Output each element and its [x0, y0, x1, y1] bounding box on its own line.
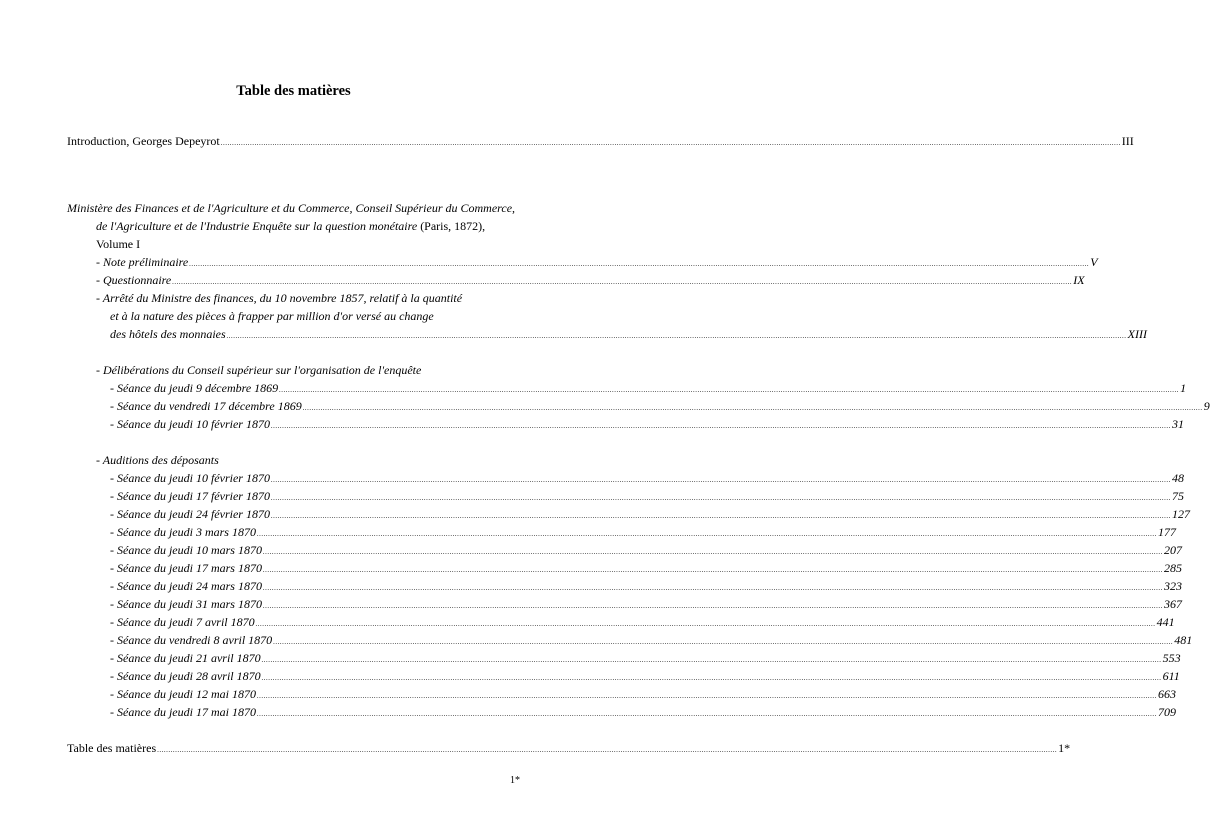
dot-leader: ................................................................................................................................................................................................................................................................................................................................................................................................................ — [262, 584, 1163, 592]
dot-leader: ................................................................................................................................................................................................................................................................................................................................................................................................................ — [270, 476, 1171, 484]
toc-entry-note-preliminaire[interactable] — [96, 255, 1098, 271]
toc-entry-page: 1* — [1058, 741, 1071, 755]
toc-entry-page: 207 — [1163, 543, 1182, 557]
toc-entry-page: XIII — [1127, 327, 1147, 341]
toc-entry-page: 9 — [1203, 399, 1210, 413]
toc-entry-label: - Séance du jeudi 10 mars 1870 — [110, 543, 262, 557]
toc-entry-seance[interactable] — [110, 525, 1176, 541]
source-title-line-1: Ministère des Finances et de l'Agriculture et du Commerce, Conseil Supérieur du Commerce, — [67, 201, 516, 215]
auditions-heading: - Auditions des déposants — [96, 453, 219, 467]
dot-leader: ................................................................................................................................................................................................................................................................................................................................................................................................................ — [261, 656, 1162, 664]
toc-entry-label: - Séance du jeudi 10 février 1870 — [110, 471, 270, 485]
toc-entry-seance[interactable] — [110, 543, 1182, 559]
dot-leader: ................................................................................................................................................................................................................................................................................................................................................................................................................ — [270, 512, 1171, 520]
toc-entry-label: - Séance du jeudi 12 mai 1870 — [110, 687, 256, 701]
toc-entry-label: - Séance du jeudi 9 décembre 1869 — [110, 381, 279, 395]
dot-leader: ................................................................................................................................................................................................................................................................................................................................................................................................................ — [270, 422, 1171, 430]
toc-entry-label: - Séance du jeudi 10 février 1870 — [110, 417, 270, 431]
page-number: 1* — [510, 775, 520, 786]
toc-entry-page: IX — [1073, 273, 1085, 287]
toc-entry-label: - Séance du jeudi 28 avril 1870 — [110, 669, 261, 683]
toc-entry-label: - Séance du vendredi 17 décembre 1869 — [110, 399, 302, 413]
toc-entry-seance[interactable] — [110, 705, 1176, 721]
toc-entry-label: - Séance du jeudi 17 mars 1870 — [110, 561, 262, 575]
source-title-plain: (Paris, 1872), — [417, 219, 486, 233]
toc-entry-label: - Séance du jeudi 17 mai 1870 — [110, 705, 256, 719]
toc-entry-page: 323 — [1163, 579, 1182, 593]
dot-leader: ................................................................................................................................................................................................................................................................................................................................................................................................................ — [256, 710, 1157, 718]
toc-entry-label: - Séance du vendredi 8 avril 1870 — [110, 633, 273, 647]
toc-entry-seance[interactable] — [110, 381, 1187, 397]
toc-entry-page: 127 — [1171, 507, 1190, 521]
dot-leader: ................................................................................................................................................................................................................................................................................................................................................................................................................ — [262, 602, 1163, 610]
dot-leader: ................................................................................................................................................................................................................................................................................................................................................................................................................ — [302, 404, 1203, 412]
arrete-line-1: - Arrêté du Ministre des finances, du 10 novembre 1857, relatif à la quantité — [96, 291, 463, 305]
dot-leader: ................................................................................................................................................................................................................................................................................................................................................................................................................ — [172, 278, 1073, 286]
dot-leader: ................................................................................................................................................................................................................................................................................................................................................................................................................ — [261, 674, 1162, 682]
toc-entry-page: 553 — [1162, 651, 1181, 665]
source-title-italic: de l'Agriculture et de l'Industrie Enquête sur la question monétaire — [96, 219, 418, 233]
toc-entry-page: 611 — [1162, 669, 1180, 683]
dot-leader: ................................................................................................................................................................................................................................................................................................................................................................................................................ — [262, 548, 1163, 556]
dot-leader: ................................................................................................................................................................................................................................................................................................................................................................................................................ — [226, 332, 1127, 340]
toc-entry-table-des-matieres[interactable] — [67, 741, 1071, 757]
toc-entry-seance[interactable] — [110, 597, 1182, 613]
toc-entry-page: 285 — [1163, 561, 1182, 575]
toc-entry-label: - Séance du jeudi 24 février 1870 — [110, 507, 270, 521]
toc-entry-arrete[interactable] — [110, 327, 1147, 343]
arrete-line-2: et à la nature des pièces à frapper par million d'or versé au change — [110, 309, 434, 323]
dot-leader: ................................................................................................................................................................................................................................................................................................................................................................................................................ — [220, 139, 1121, 147]
toc-entry-questionnaire[interactable] — [96, 273, 1085, 289]
toc-entry-page: 1 — [1180, 381, 1187, 395]
toc-entry-seance[interactable] — [110, 489, 1184, 505]
volume-label: Volume I — [96, 237, 141, 251]
toc-entry-page: V — [1090, 255, 1098, 269]
toc-entry-page: 367 — [1163, 597, 1182, 611]
toc-entry-label: - Questionnaire — [96, 273, 172, 287]
toc-entry-label: Table des matières — [67, 741, 157, 755]
toc-entry-seance[interactable] — [110, 471, 1184, 487]
deliberations-heading: - Délibérations du Conseil supérieur sur l'organisation de l'enquête — [96, 363, 422, 377]
toc-entry-seance[interactable] — [110, 507, 1190, 523]
dot-leader: ................................................................................................................................................................................................................................................................................................................................................................................................................ — [157, 746, 1058, 754]
toc-entry-seance[interactable] — [110, 669, 1180, 685]
toc-entry-introduction[interactable] — [67, 134, 1134, 150]
toc-entry-page: 75 — [1171, 489, 1184, 503]
dot-leader: ................................................................................................................................................................................................................................................................................................................................................................................................................ — [256, 692, 1157, 700]
toc-entry-seance[interactable] — [110, 633, 1193, 649]
toc-entry-page: 709 — [1157, 705, 1176, 719]
dot-leader: ................................................................................................................................................................................................................................................................................................................................................................................................................ — [189, 260, 1090, 268]
toc-entry-seance[interactable] — [110, 399, 1210, 415]
dot-leader: ................................................................................................................................................................................................................................................................................................................................................................................................................ — [256, 530, 1157, 538]
toc-entry-page: 48 — [1171, 471, 1184, 485]
toc-entry-label: - Séance du jeudi 17 février 1870 — [110, 489, 270, 503]
toc-entry-page: III — [1121, 134, 1134, 148]
toc-entry-seance[interactable] — [110, 615, 1175, 631]
dot-leader: ................................................................................................................................................................................................................................................................................................................................................................................................................ — [270, 494, 1171, 502]
dot-leader: ................................................................................................................................................................................................................................................................................................................................................................................................................ — [255, 620, 1156, 628]
toc-entry-label: - Séance du jeudi 3 mars 1870 — [110, 525, 256, 539]
toc-entry-label: - Séance du jeudi 7 avril 1870 — [110, 615, 255, 629]
toc-entry-page: 663 — [1157, 687, 1176, 701]
toc-entry-seance[interactable] — [110, 579, 1182, 595]
toc-entry-label: - Séance du jeudi 24 mars 1870 — [110, 579, 262, 593]
toc-entry-page: 177 — [1157, 525, 1176, 539]
toc-entry-seance[interactable] — [110, 687, 1176, 703]
dot-leader: ................................................................................................................................................................................................................................................................................................................................................................................................................ — [262, 566, 1163, 574]
dot-leader: ................................................................................................................................................................................................................................................................................................................................................................................................................ — [273, 638, 1174, 646]
toc-entry-page: 481 — [1174, 633, 1193, 647]
source-title-line-2 — [96, 219, 485, 233]
toc-entry-seance[interactable] — [110, 417, 1184, 433]
dot-leader: ................................................................................................................................................................................................................................................................................................................................................................................................................ — [279, 386, 1180, 394]
toc-entry-seance[interactable] — [110, 561, 1182, 577]
toc-entry-label: - Note préliminaire — [96, 255, 189, 269]
toc-entry-label: Introduction, Georges Depeyrot — [67, 134, 220, 148]
toc-entry-label: - Séance du jeudi 31 mars 1870 — [110, 597, 262, 611]
toc-entry-label: des hôtels des monnaies — [110, 327, 226, 341]
toc-entry-label: - Séance du jeudi 21 avril 1870 — [110, 651, 261, 665]
page-title: Table des matières — [236, 83, 351, 99]
toc-entry-page: 441 — [1156, 615, 1175, 629]
toc-entry-page: 31 — [1171, 417, 1184, 431]
toc-entry-seance[interactable] — [110, 651, 1181, 667]
